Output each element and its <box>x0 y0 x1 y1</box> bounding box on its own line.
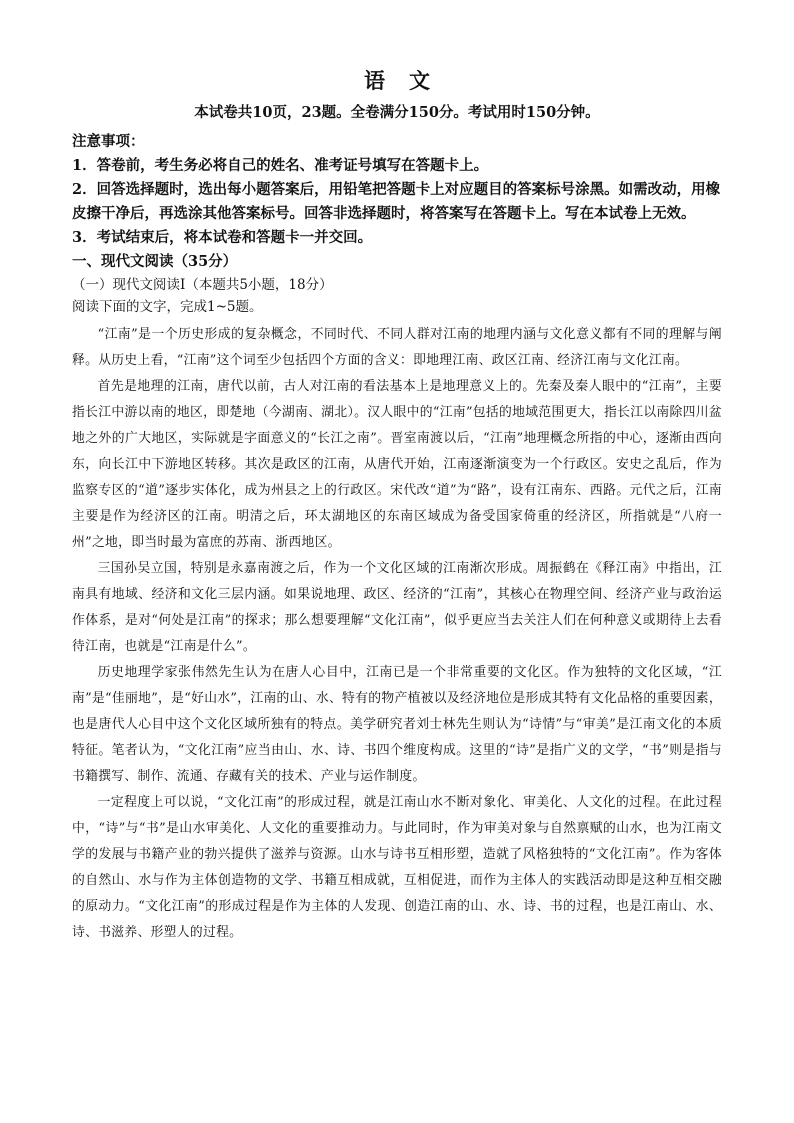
exam-info: 本试卷共10页，23题。全卷满分150分。考试用时150分钟。 <box>194 104 600 121</box>
title-char-2: 文 <box>409 68 430 93</box>
passage-paragraph-5: 一定程度上可以说，“文化江南”的形成过程，就是江南山水不断对象化、审美化、人文化的过程。在此过程中，“诗”与“书”是山水审美化、人文化的重要推动力。与此同时，作为审美对象与自然禀赋的山水，也为江南文学的发展与书籍产业的勃兴提供了滋养与资源。山水与诗书互相形塑，造就了风格独特的“文化江南”。作为客体的自然山、水与作为主体创造物的文学、书籍互相成就，互相促进，而作为主体人的实践活动即是这种互相交融的原动力。“文化江南”的形成过程是作为主体的人发现、创造江南的山、水、诗、书的过程，也是江南山、水、诗、书滋养、形塑人的过程。 <box>72 795 722 940</box>
passage-paragraph-4: 历史地理学家张伟然先生认为在唐人心目中，江南已是一个非常重要的文化区。作为独特的文化区域，“江南”是“佳丽地”，是“好山水”，江南的山、水、特有的物产植被以及经济地位是形成其特有文化品格的重要因素，也是唐代人心目中这个文化区域所独有的特点。美学研究者刘士林先生则认为“诗情”与“审美”是江南文化的本质特征。笔者认为，“文化江南”应当由山、水、诗、书四个维度构成。这里的“诗”是指广义的文学，“书”则是指与书籍撰写、制作、流通、存藏有关的技术、产业与运作制度。 <box>72 665 722 784</box>
title-char-1: 语 <box>364 68 385 93</box>
notice-item-2: 2．回答选择题时，选出每小题答案后，用铅笔把答题卡上对应题目的答案标号涂黑。如需改动，用橡皮擦干净后，再选涂其他答案标号。回答非选择题时，将答案写在答题卡上。写在本试卷上无效。 <box>72 181 721 222</box>
passage-paragraph-1: “江南”是一个历史形成的复杂概念，不同时代、不同人群对江南的地理内涵与文化意义都有不同的理解与阐释。从历史上看，“江南”这个词至少包括四个方面的含义：即地理江南、政区江南、经济江南与文化江南。 <box>72 327 722 368</box>
notice-heading: 注意事项： <box>72 133 145 150</box>
section-subheading: （一）现代文阅读Ⅰ（本题共5小题，18分） <box>72 277 333 293</box>
reading-instruction: 阅读下面的文字，完成1~5题。 <box>72 299 263 315</box>
passage-paragraph-2: 首先是地理的江南，唐代以前，古人对江南的看法基本上是地理意义上的。先秦及秦人眼中的“江南”，主要指长江中游以南的地区，即楚地（今湖南、湖北）。汉人眼中的“江南”包括的地域范围更大，指长江以南除四川盆地之外的广大地区，实际就是字面意义的“长江之南”。晋室南渡以后，“江南”地理概念所指的中心，逐渐由西向东，向长江中下游地区转移。其次是政区的江南，从唐代开始，江南逐渐演变为一个行政区。安史之乱后，作为监察专区的“道”逐步实体化，成为州县之上的行政区。宋代改“道”为“路”，设有江南东、西路。元代之后，江南主要是作为经济区的江南。明清之后，环太湖地区的东南区域成为备受国家倚重的经济区，所指就是“八府一州”之地，即当时最为富庶的苏南、浙西地区。 <box>72 379 722 550</box>
notice-item-3: 3．考试结束后，将本试卷和答题卡一并交回。 <box>72 229 373 246</box>
section-heading: 一、现代文阅读（35分） <box>72 253 238 270</box>
notice-item-1: 1．答卷前，考生务必将自己的姓名、准考证号填写在答题卡上。 <box>72 157 489 174</box>
passage-paragraph-3: 三国孙吴立国，特别是永嘉南渡之后，作为一个文化区域的江南渐次形成。周振鹤在《释江南》中指出，江南具有地域、经济和文化三层内涵。如果说地理、政区、经济的“江南”，其核心在物理空间、经济产业与政治运作体系，是对“何处是江南”的探求；那么想要理解“文化江南”，似乎更应当去关注人们在何种意义或期待上去看待江南，也就是“江南是什么”。 <box>72 561 722 654</box>
page-title <box>72 66 722 96</box>
